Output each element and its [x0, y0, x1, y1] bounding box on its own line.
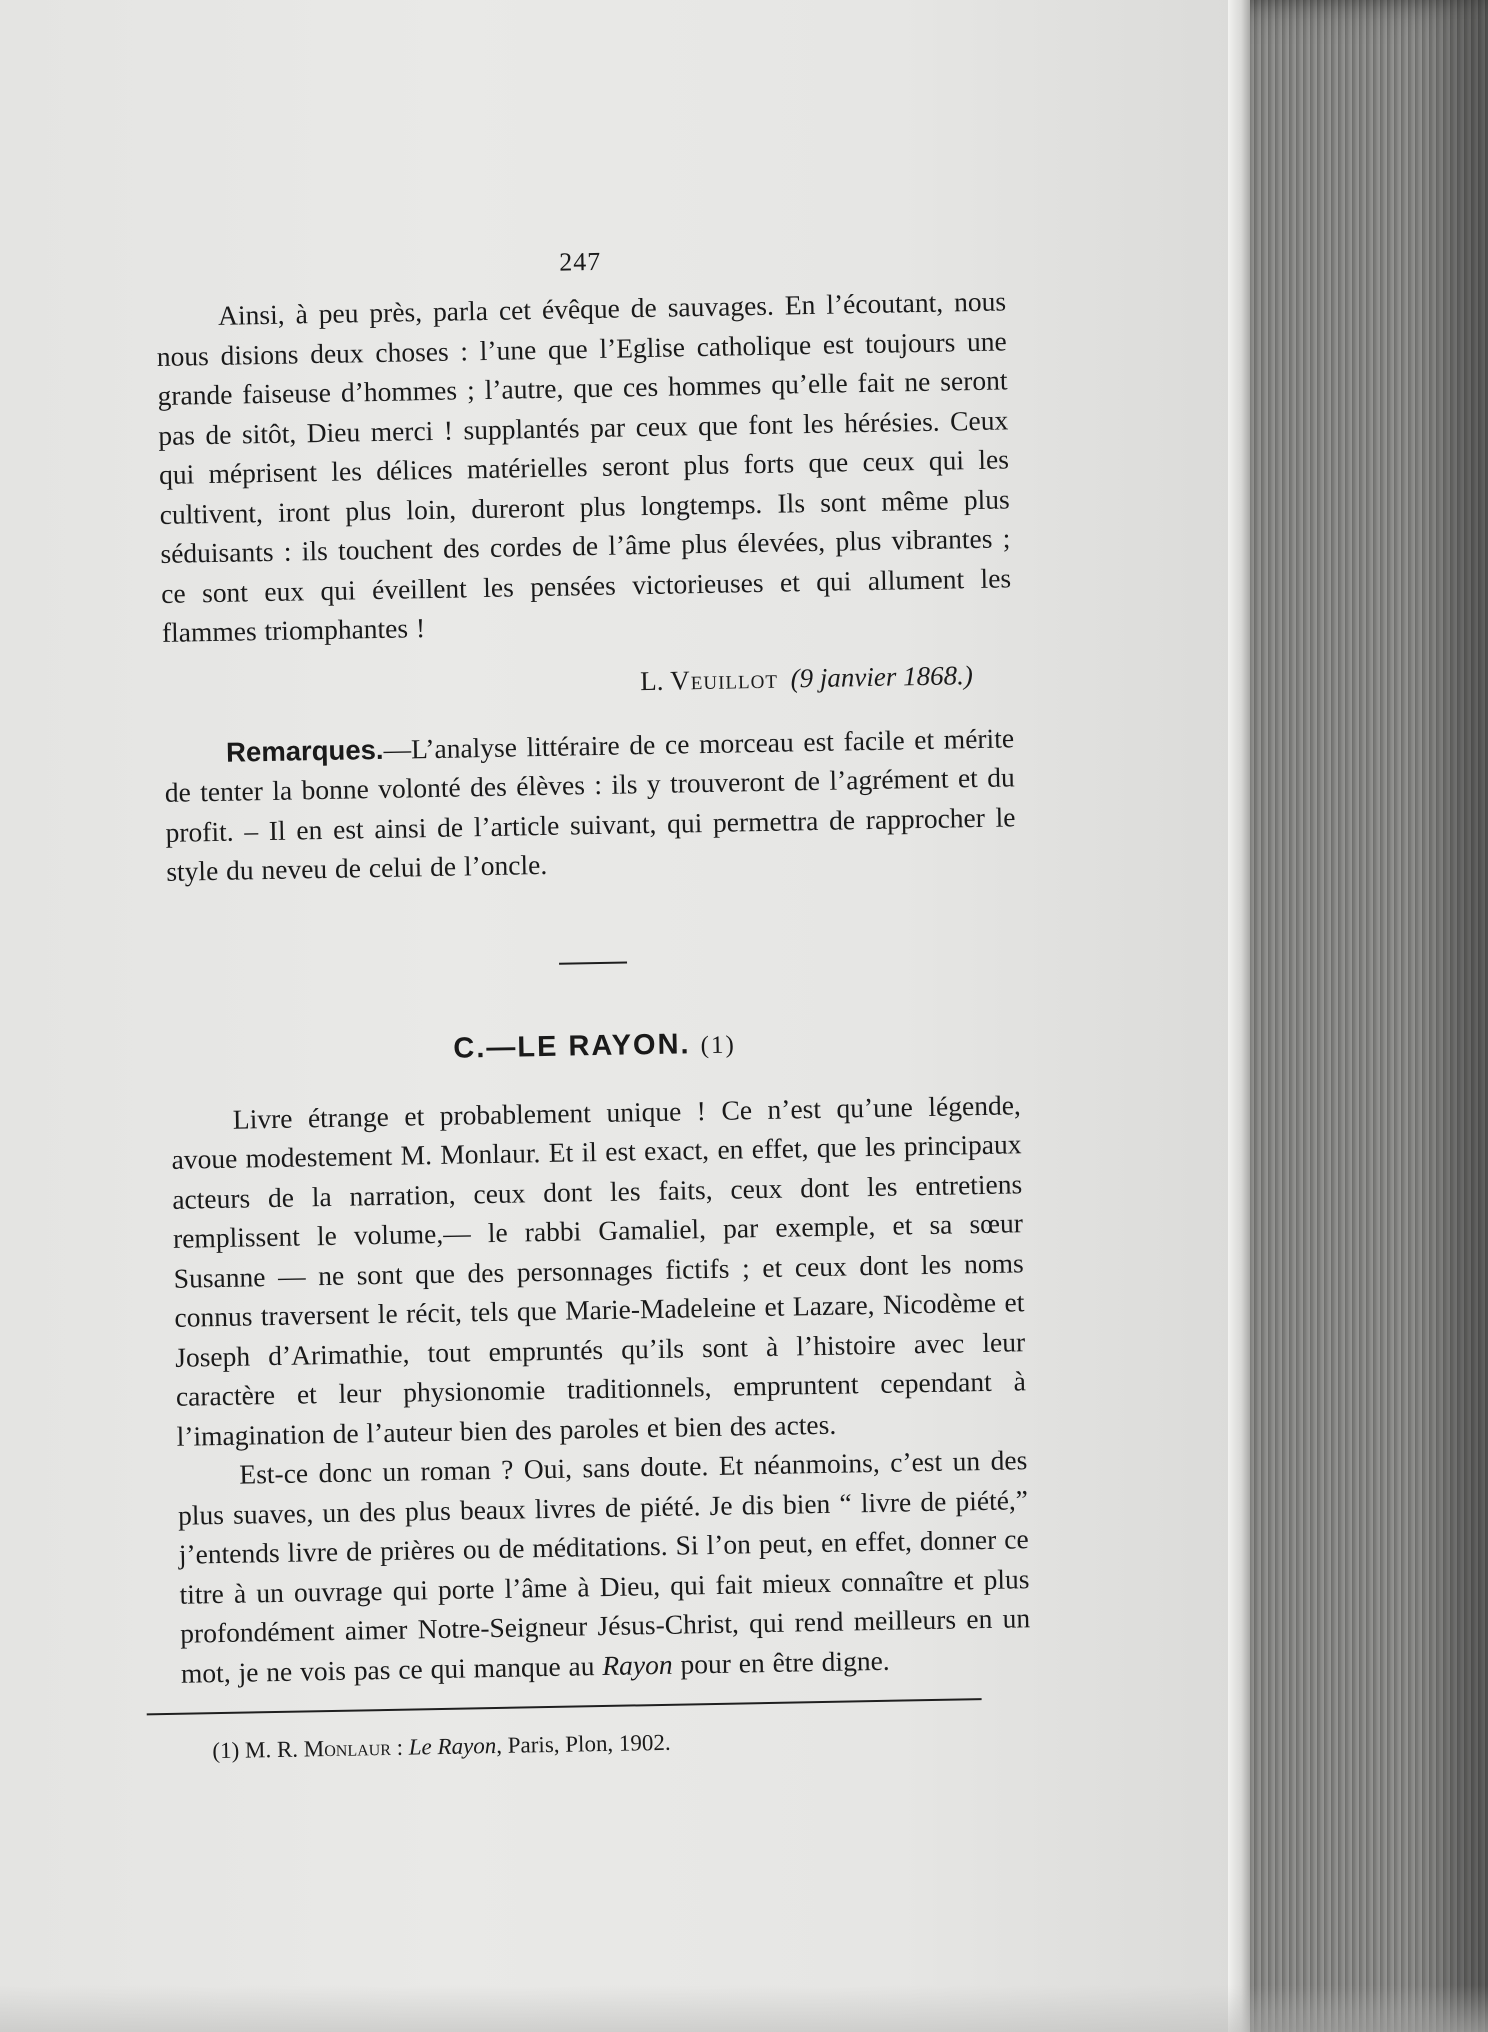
page-number: 247 — [558, 246, 602, 277]
signature-date: (9 janvier 1868.) — [790, 659, 974, 693]
paragraph-3-text: Est-ce donc un roman ? Oui, sans doute. Et néanmoins, c’est un des plus suaves, un des plus beaux livres de piété. Je dis bien “ livre de piété,” j’entends livre de prières ou de méditations. Si l’on peut, en effet, donner ce titre à un ouvrage qui porte l’âme à Dieu, qui fait mieux connaître et plus profondément aimer Notre-Seigneur Jésus-Christ, qui rend meilleurs en un mot, je ne vois pas ce qui manque au — [177, 1444, 1031, 1689]
remarks-text: —L’analyse littéraire de ce morceau est facile et mérite de tenter la bonne volonté des élèves : ils y trouveront de l’agrément et du profit. – Il en est ainsi de l’article suivant, qui permettra de rapprocher le style du neveu de celui de l’oncle. — [164, 721, 1016, 887]
section-divider — [559, 961, 627, 964]
footnote-marker: (1) — [212, 1737, 240, 1764]
page-edge-highlight — [1228, 0, 1250, 2032]
bottom-shadow — [0, 1985, 1488, 2032]
footnote-publication: , Paris, Plon, 1902. — [496, 1729, 671, 1758]
remarks-heading: Remarques. — [225, 733, 384, 768]
signature-initial: L. — [639, 665, 664, 696]
book-page-edges — [1228, 0, 1488, 2032]
footnote-work-title: Le Rayon — [408, 1732, 497, 1760]
paragraph-3-title: Rayon — [602, 1648, 673, 1681]
paragraph-3-end: pour en être digne. — [672, 1644, 890, 1680]
section-title — [169, 1022, 1019, 1071]
footnote-author: M. R. Monlaur : — [244, 1734, 404, 1763]
page-text-block — [155, 239, 1033, 1766]
paragraph-2: Livre étrange et probablement unique ! Ce n’est qu’une légende, avoue modestement M. Monlaur. Et il est exact, en effet, que les principaux acteurs de la narration, ceux dont les faits, ceux dont les entretiens remplissent le volume,— le rabbi Gamaliel, par exemple, et sa sœur Susanne — ne sont que des personnages fictifs ; et ceux dont les noms connus traversent le récit, tels que Marie-Madeleine et Lazare, Nicodème et Joseph d’Arimathie, tout empruntés qu’ils sont à l’histoire avec leur caractère et leur physionomie traditionnels, empruntent cependant à l’imagination de l’auteur bien des paroles et bien des actes. — [171, 1088, 1027, 1452]
section-title-text: C.—LE RAYON. — [453, 1027, 691, 1065]
footnote-rule — [147, 1698, 982, 1715]
signature — [163, 660, 973, 706]
paragraph-3 — [177, 1440, 1031, 1693]
remarks-paragraph — [164, 718, 1017, 892]
footnote-reference: (1) — [700, 1030, 737, 1059]
paragraph-1: Ainsi, à peu près, parla cet évêque de sauvages. En l’écoutant, nous nous disions deux choses : l’une que l’Eglise catholique est toujours une grande faiseuse d’hommes ; l’autre, que ces hommes qu’elle fait ne seront pas de sitôt, Dieu merci ! supplantés par ceux que font les hérésies. Ceux qui méprisent les délices matérielles seront plus forts que ceux qui les cultivent, iront plus loin, dureront plus longtemps. Ils sont même plus séduisants : ils touchent des cordes de l’âme plus élevées, plus vibrantes ; ce sont eux qui éveillent les pensées victorieuses et qui allument les flammes triomphantes ! — [156, 285, 1012, 648]
signature-author: Veuillot — [669, 663, 779, 696]
footnote — [182, 1721, 1032, 1767]
